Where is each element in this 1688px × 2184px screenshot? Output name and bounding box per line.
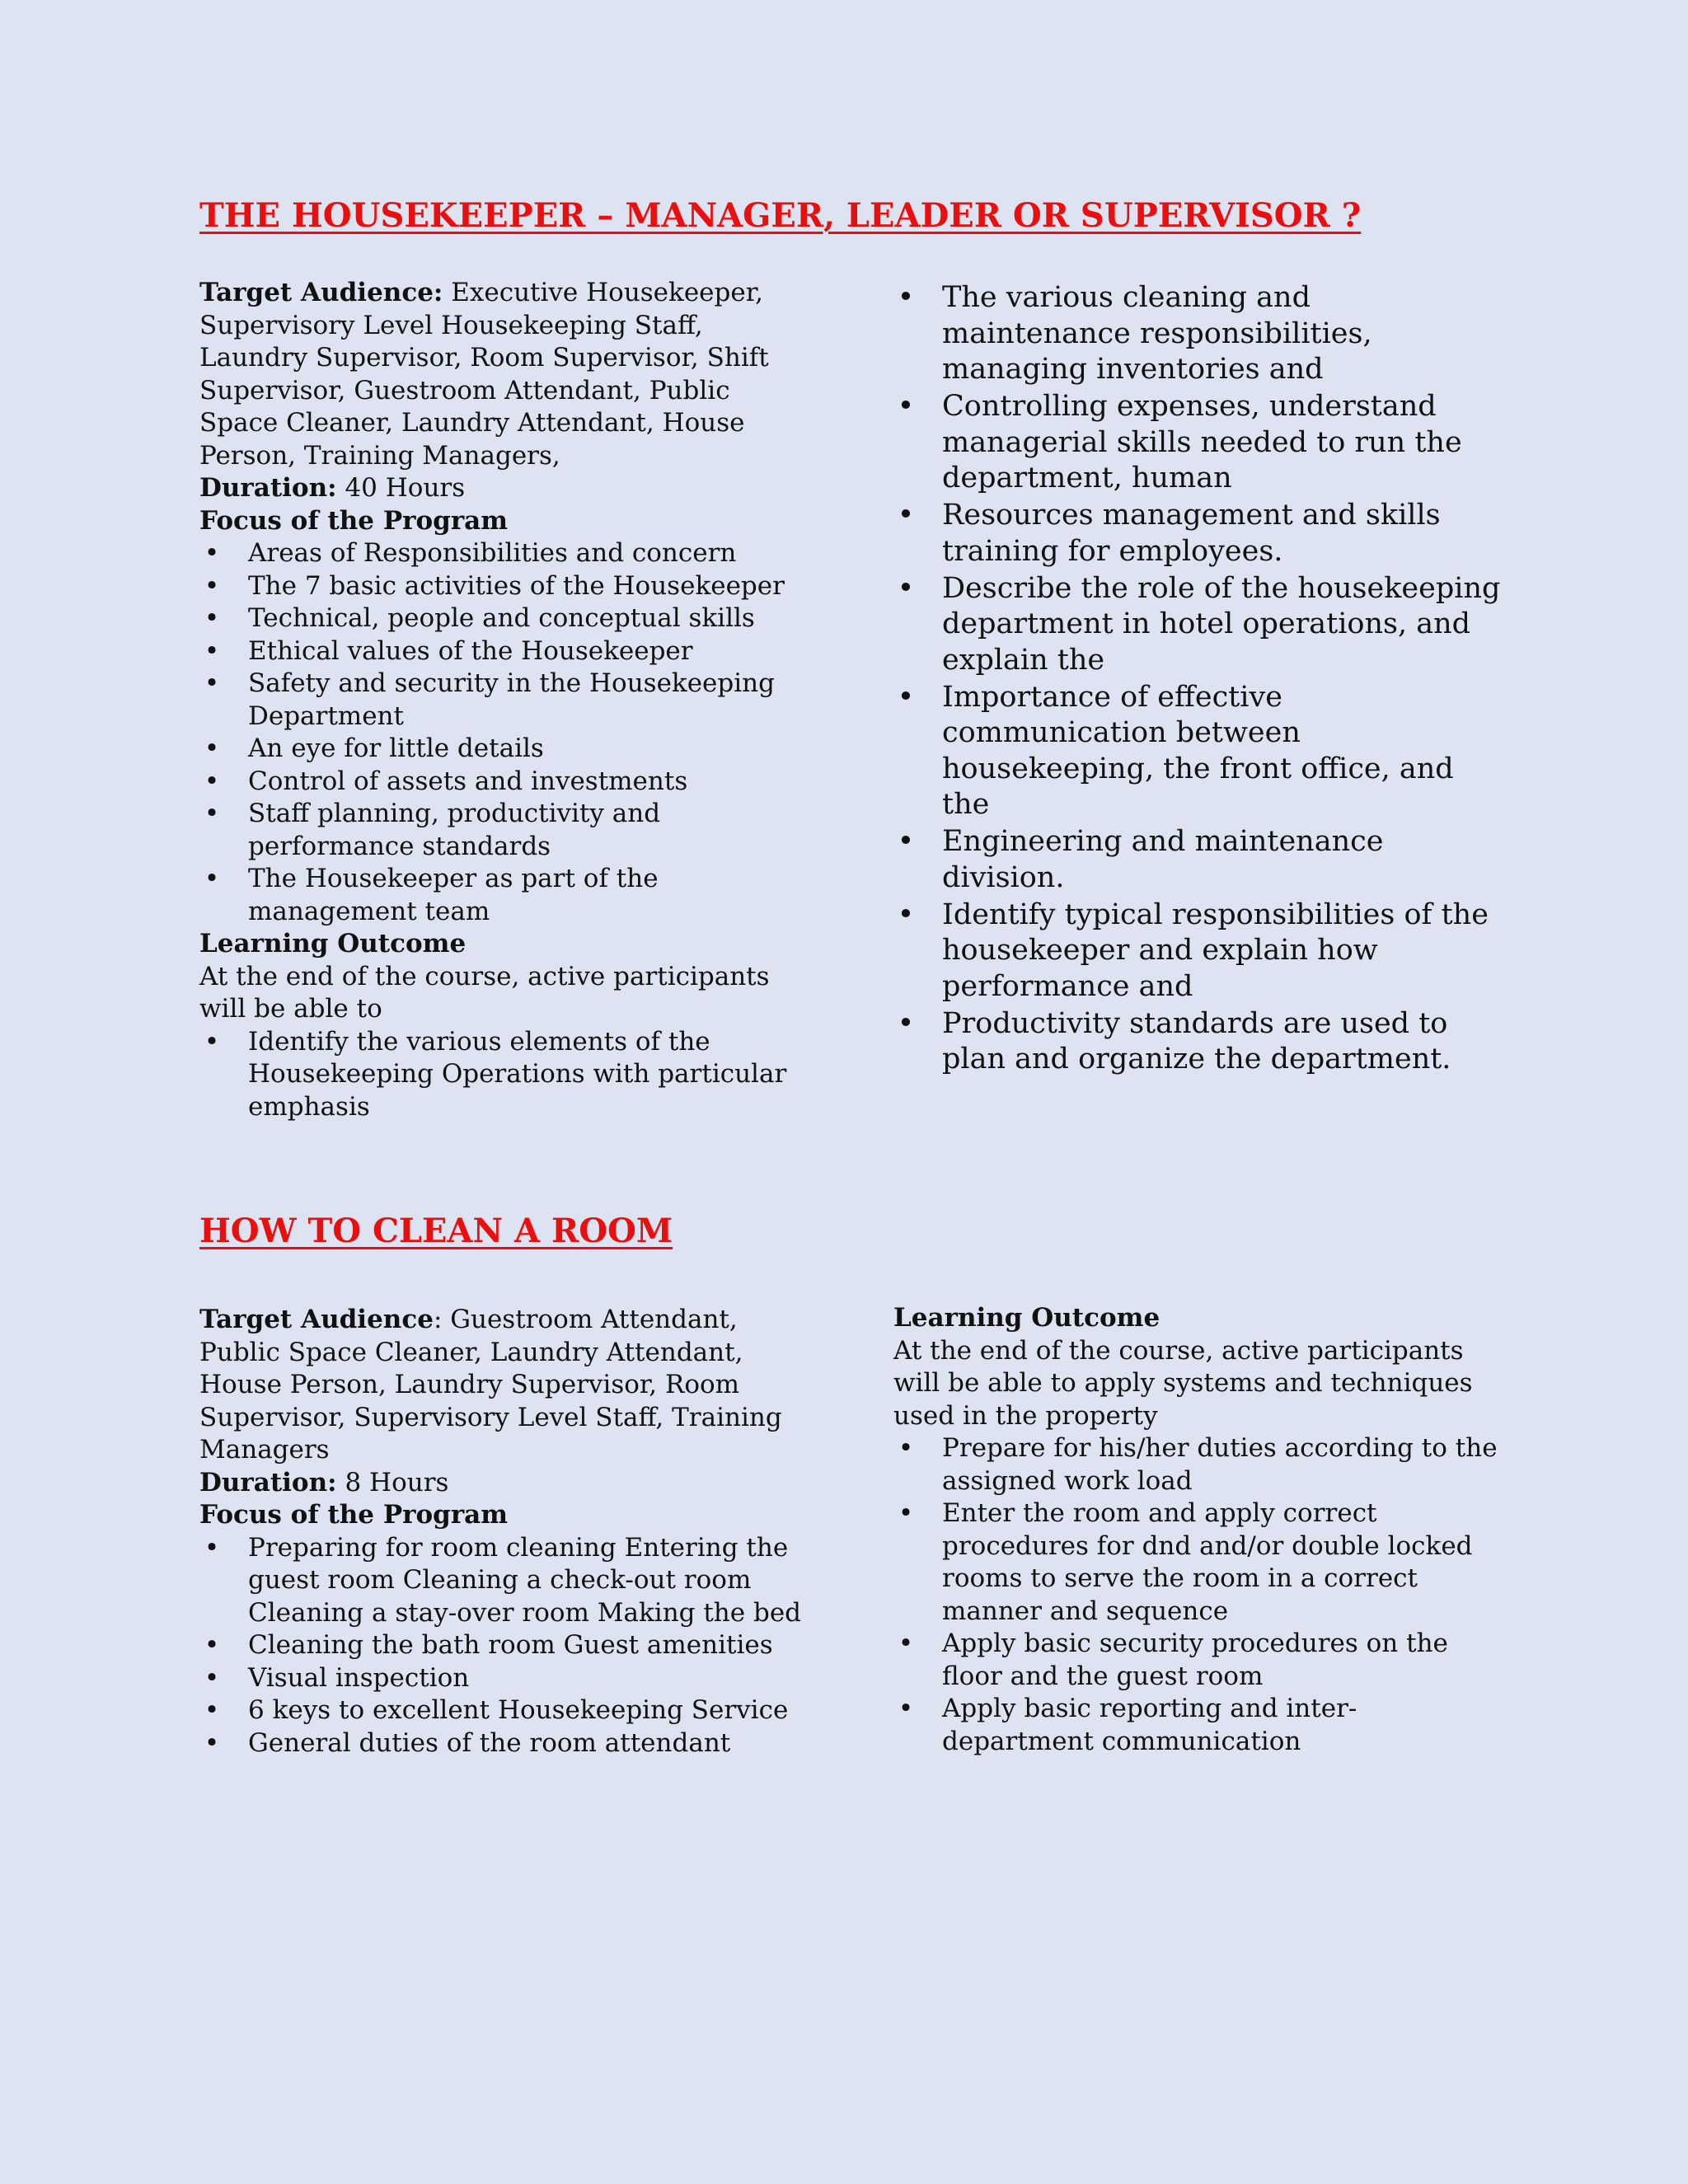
bullet-icon: • bbox=[204, 766, 220, 796]
bullet-icon: • bbox=[898, 1694, 914, 1723]
list-item: • Areas of Responsibilities and concern bbox=[199, 537, 793, 570]
bullet-icon: • bbox=[204, 603, 220, 633]
outcome-heading: Learning Outcome bbox=[893, 1303, 1160, 1333]
outcome-intro: At the end of the course, active participants will be able to apply systems and techniques used in the property bbox=[893, 1335, 1473, 1431]
duration-label: Duration: bbox=[199, 473, 337, 503]
list-item: • Enter the room and apply correct procedures for dnd and/or double locked rooms to serve the room in a correct manner and sequence bbox=[893, 1497, 1503, 1628]
bullet-icon: • bbox=[897, 281, 915, 314]
bullet-icon: • bbox=[204, 668, 220, 698]
outcome-list bbox=[893, 1432, 1503, 1758]
bullet-icon: • bbox=[204, 1662, 220, 1693]
list-item: • Apply basic security procedures on the floor and the guest room bbox=[893, 1628, 1503, 1693]
list-item: • Staff planning, productivity and performance standards bbox=[199, 798, 793, 863]
list-item: • Prepare for his/her duties according to the assigned work load bbox=[893, 1432, 1503, 1497]
bullet-icon: • bbox=[204, 799, 220, 828]
list-item: • Engineering and maintenance division. bbox=[893, 824, 1503, 896]
list-item: • Identify typical responsibilities of the housekeeper and explain how performance and bbox=[893, 898, 1503, 1005]
list-item: • An eye for little details bbox=[199, 733, 793, 766]
bullet-icon: • bbox=[204, 1695, 220, 1725]
housekeeper-right-column bbox=[893, 280, 1503, 1079]
bullet-icon: • bbox=[204, 538, 220, 568]
focus-list bbox=[199, 537, 793, 928]
list-item: • Productivity standards are used to plan and organize the department. bbox=[893, 1006, 1503, 1078]
section-title-housekeeper: THE HOUSEKEEPER – MANAGER, LEADER OR SUPERVISOR ? bbox=[199, 196, 1362, 235]
list-item: • Resources management and skills training for employees. bbox=[893, 498, 1503, 569]
list-item: • Importance of effective communication between housekeeping, the front office, and the bbox=[893, 680, 1503, 823]
outcome-heading: Learning Outcome bbox=[199, 929, 467, 958]
target-audience-paragraph bbox=[199, 1304, 809, 1467]
list-item: • Identify the various elements of the Housekeeping Operations with particular emphasis bbox=[199, 1026, 793, 1124]
list-item: • Cleaning the bath room Guest amenities bbox=[199, 1629, 809, 1662]
bullet-icon: • bbox=[204, 1532, 220, 1563]
list-item: • Safety and security in the Housekeeping Department bbox=[199, 668, 793, 733]
outcome-intro: At the end of the course, active participants will be able to bbox=[199, 961, 770, 1024]
list-item: • The various cleaning and maintenance responsibilities, managing inventories and bbox=[893, 280, 1503, 388]
bullet-icon: • bbox=[204, 864, 220, 893]
target-audience-label: Target Audience: bbox=[199, 278, 443, 307]
list-item: • Preparing for room cleaning Entering the guest room Cleaning a check-out room Cleaning a stay-over room Making the bed bbox=[199, 1532, 809, 1630]
target-audience-label: Target Audience bbox=[199, 1305, 434, 1334]
focus-heading: Focus of the Program bbox=[199, 1500, 509, 1530]
list-item: • The 7 basic activities of the Housekeeper bbox=[199, 570, 793, 603]
bullet-icon: • bbox=[204, 570, 220, 601]
outcome-continued-list bbox=[893, 280, 1503, 1078]
duration-label: Duration: bbox=[199, 1467, 337, 1497]
bullet-icon: • bbox=[898, 1433, 914, 1463]
bullet-icon: • bbox=[204, 1630, 220, 1660]
bullet-icon: • bbox=[897, 390, 915, 423]
duration-text: 8 Hours bbox=[336, 1467, 449, 1497]
bullet-icon: • bbox=[898, 1498, 914, 1528]
bullet-icon: • bbox=[204, 635, 220, 666]
list-item: • The Housekeeper as part of the management team bbox=[199, 863, 793, 928]
bullet-icon: • bbox=[204, 1727, 220, 1758]
list-item: • General duties of the room attendant bbox=[199, 1727, 809, 1760]
bullet-icon: • bbox=[898, 1629, 914, 1658]
list-item: • 6 keys to excellent Housekeeping Service bbox=[199, 1694, 809, 1727]
housekeeper-left-column bbox=[199, 277, 793, 1123]
focus-list bbox=[199, 1532, 809, 1760]
focus-heading: Focus of the Program bbox=[199, 505, 509, 536]
duration-paragraph bbox=[199, 472, 793, 505]
clean-room-left-column bbox=[199, 1304, 809, 1760]
list-item: • Describe the role of the housekeeping department in hotel operations, and explain the bbox=[893, 571, 1503, 679]
list-item: • Visual inspection bbox=[199, 1662, 809, 1695]
duration-text: 40 Hours bbox=[336, 473, 466, 503]
target-audience-paragraph bbox=[199, 277, 793, 472]
bullet-icon: • bbox=[897, 1006, 915, 1040]
list-item: • Control of assets and investments bbox=[199, 766, 793, 799]
list-item: • Ethical values of the Housekeeper bbox=[199, 635, 793, 668]
section-title-clean-room: HOW TO CLEAN A ROOM bbox=[199, 1212, 673, 1250]
bullet-icon: • bbox=[897, 825, 915, 858]
bullet-icon: • bbox=[897, 571, 915, 605]
bullet-icon: • bbox=[204, 1026, 220, 1057]
target-audience-text: : Guestroom Attendant, Public Space Cleaner, Laundry Attendant, House Person, Laundry Supervisor, Room Supervisor, Supervisory Level Staff, Training Managers bbox=[199, 1305, 782, 1465]
bullet-icon: • bbox=[897, 499, 915, 532]
list-item: • Apply basic reporting and inter-department communication bbox=[893, 1693, 1503, 1758]
outcome-list bbox=[199, 1026, 793, 1124]
list-item: • Controlling expenses, understand managerial skills needed to run the department, human bbox=[893, 389, 1503, 497]
bullet-icon: • bbox=[897, 680, 915, 714]
target-audience-text: Executive Housekeeper, Supervisory Level Housekeeping Staff, Laundry Supervisor, Room Supervisor, Shift Supervisor, Guestroom Attendant, Public Space Cleaner, Laundry Attendant, House Person, Training Managers, bbox=[199, 278, 769, 471]
duration-paragraph bbox=[199, 1467, 809, 1500]
bullet-icon: • bbox=[897, 898, 915, 931]
bullet-icon: • bbox=[204, 733, 220, 763]
list-item: • Technical, people and conceptual skills bbox=[199, 602, 793, 635]
clean-room-right-column bbox=[893, 1302, 1503, 1758]
